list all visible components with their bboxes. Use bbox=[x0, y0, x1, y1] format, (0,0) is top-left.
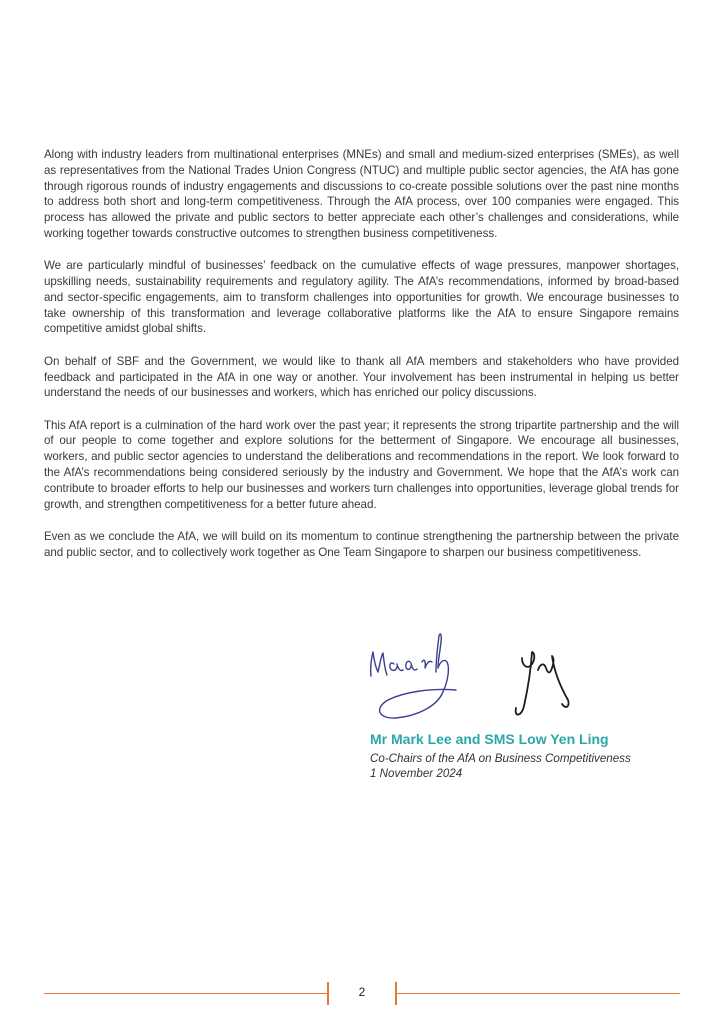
signatory-date: 1 November 2024 bbox=[370, 767, 463, 780]
signatory-block bbox=[370, 731, 690, 781]
paragraph-1: Along with industry leaders from multinational enterprises (MNEs) and small and medium-sized enterprises (SMEs), as well as representatives from the National Trades Union Congress (NTUC) and multiple public sector agencies, the AfA has gone through rigorous rounds of industry engagements and discussions to co-create possible solutions over the past nine months to address both short and long-term competitiveness. Through the AfA process, over 100 companies were engaged. This process has allowed the private and public sectors to better appreciate each other’s challenges and considerations, while working together towards constructive outcomes to strengthen business competitiveness. bbox=[44, 148, 679, 240]
signatures bbox=[364, 628, 624, 728]
signature-mark-lee bbox=[371, 634, 456, 718]
letter-body bbox=[44, 147, 679, 577]
signatory-role: Co-Chairs of the AfA on Business Competitiveness bbox=[370, 752, 631, 765]
signature-graphics bbox=[364, 628, 624, 728]
footer-divider-right bbox=[396, 993, 680, 994]
footer-divider-left bbox=[44, 993, 327, 994]
signatory-names: Mr Mark Lee and SMS Low Yen Ling bbox=[370, 731, 609, 747]
footer-tick-left bbox=[327, 982, 329, 1005]
signature-low-yen-ling bbox=[516, 652, 569, 715]
paragraph-3: On behalf of SBF and the Government, we would like to thank all AfA members and stakeholders who have provided feedback and participated in the AfA in one way or another. Your involvement has been instrumental in helping us better understand the needs of our businesses and workers, which has enriched our policy discussions. bbox=[44, 354, 679, 400]
paragraph-2: We are particularly mindful of businesses’ feedback on the cumulative effects of wage pressures, manpower shortages, upskilling needs, sustainability requirements and regulatory agility. The AfA’s recommendations, informed by broad-based and sector-specific engagements, aim to transform challenges into opportunities for growth. We encourage businesses to take ownership of this transformation and leverage collaborative platforms like the AfA to ensure Singapore remains competitive amidst global shifts. bbox=[44, 259, 679, 336]
paragraph-4: This AfA report is a culmination of the hard work over the past year; it represents the strong tripartite partnership and the will of our people to come together and explore solutions for the betterment of Singapore. We encourage all businesses, workers, and public sector agencies to understand the deliberations and recommendations in the report. We look forward to the AfA’s recommendations being considered seriously by the industry and Government. We hope that the AfA’s work can contribute to broader efforts to help our businesses and workers turn challenges into opportunities, leverage global trends for growth, and strengthen competitiveness for a better future ahead. bbox=[44, 418, 679, 511]
page-footer bbox=[0, 976, 724, 1012]
paragraph-5: Even as we conclude the AfA, we will build on its momentum to continue strengthening the partnership between the private and public sector, and to collectively work together as One Team Singapore to sharpen our business competitiveness. bbox=[44, 529, 679, 559]
page-number: 2 bbox=[358, 985, 366, 999]
